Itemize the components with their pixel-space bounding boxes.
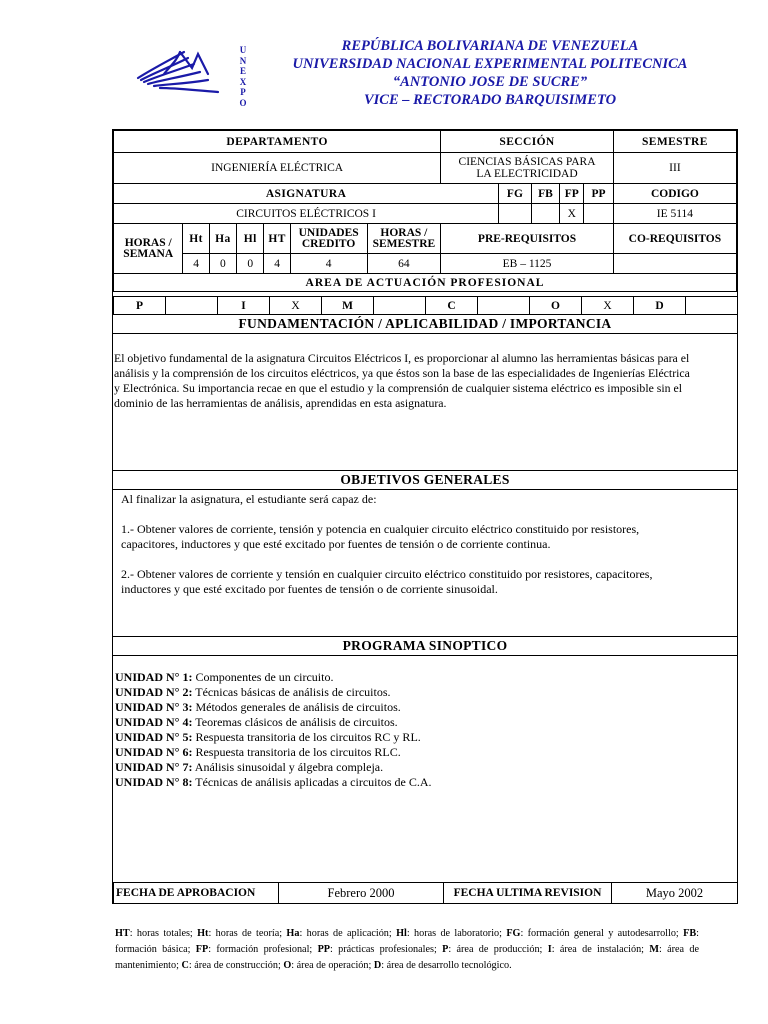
area-cell-i: I [218, 297, 270, 315]
departamento-value: INGENIERÍA ELÉCTRICA [114, 153, 441, 184]
pp-label: PP [584, 184, 614, 204]
corequisitos-label: CO-REQUISITOS [613, 224, 736, 254]
legend-item: Ha: horas de aplicación; [286, 928, 397, 939]
fecha-revision-label: FECHA ULTIMA REVISION [444, 883, 612, 904]
legend-item: FP: formación profesional; [195, 944, 318, 955]
fecha-aprobacion-label: FECHA DE APROBACION [114, 883, 279, 904]
header-line-republic: REPÚBLICA BOLIVARIANA DE VENEZUELA [341, 38, 639, 54]
objetivos-section [113, 470, 737, 597]
fundamentacion-line: y Electrónica. Su importancia recae en que el estudio y la comprensión de cualquier sistema eléctrico es imposible sin el [114, 381, 683, 395]
header-line-vicerectorado: VICE – RECTORADO BARQUISIMETO [363, 92, 617, 108]
acronym-letter: X [239, 76, 247, 87]
legend-item: FG: formación general y autodesarrollo; [506, 928, 684, 939]
area-cell-o-value: X [582, 297, 634, 315]
unidad-item: UNIDAD N° 2: Técnicas básicas de análisis de circuitos. [115, 685, 391, 699]
programa-units-list [115, 670, 432, 790]
fb-label: FB [531, 184, 559, 204]
legend-item: Ht: horas de teoría; [197, 928, 287, 939]
horas-semestre-label: HORAS / SEMESTRE [367, 224, 441, 254]
area-cell-d: D [634, 297, 686, 315]
fundamentacion-section [113, 314, 737, 411]
legend-item: M: área de mantenimiento; [115, 944, 699, 971]
legend-item: PP: prácticas profesionales; [317, 944, 443, 955]
pp-value [584, 204, 614, 224]
corequisitos-value [613, 254, 736, 274]
unidades-credito-value: 4 [290, 254, 367, 274]
ht-value: 4 [183, 254, 209, 274]
course-info-table [113, 130, 737, 292]
unidad-item: UNIDAD N° 3: Métodos generales de análisis de circuitos. [115, 700, 401, 714]
seccion-line: LA ELECTRICIDAD [476, 168, 578, 180]
htot-value: 4 [264, 254, 290, 274]
unidad-item: UNIDAD N° 4: Teoremas clásicos de análisis de circuitos. [115, 715, 398, 729]
area-cell-m-value [374, 297, 426, 315]
asignatura-label: ASIGNATURA [114, 184, 499, 204]
fundamentacion-text [113, 334, 737, 411]
unidad-item: UNIDAD N° 1: Componentes de un circuito. [115, 670, 334, 684]
departamento-label: DEPARTAMENTO [114, 131, 441, 153]
area-actuacion-title: AREA DE ACTUACIÓN PROFESIONAL [114, 274, 737, 292]
area-cell-i-value: X [270, 297, 322, 315]
objetivos-intro: Al finalizar la asignatura, el estudiante será capaz de: [121, 492, 377, 506]
seccion-label: SECCIÓN [441, 131, 614, 153]
legend-item: I: área de instalación; [547, 944, 650, 955]
area-cell-c: C [426, 297, 478, 315]
legend-item: HT: horas totales; [115, 928, 198, 939]
objetivo-2-line: inductores y que esté excitado por fuentes de tensión o de corriente sinusoidal. [121, 582, 498, 596]
ht-label: Ht [183, 224, 209, 254]
hl-value: 0 [237, 254, 264, 274]
header-line-university: UNIVERSIDAD NACIONAL EXPERIMENTAL POLITECNICA [292, 56, 688, 72]
objetivos-text [113, 490, 737, 597]
unidad-item: UNIDAD N° 6: Respuesta transitoria de los circuitos RLC. [115, 745, 401, 759]
area-cell-c-value [478, 297, 530, 315]
institution-header [254, 37, 726, 109]
unidades-credito-label: UNIDADES CREDITO [290, 224, 367, 254]
fecha-aprobacion-value: Febrero 2000 [279, 883, 444, 904]
legend-item: O: área de operación; [283, 960, 374, 971]
unidad-item: UNIDAD N° 8: Técnicas de análisis aplicadas a circuitos de C.A. [115, 775, 432, 789]
objetivo-1-line: 1.- Obtener valores de corriente, tensión y potencia en cualquier circuito eléctrico constituido por resistores, [121, 522, 640, 536]
objetivos-title: OBJETIVOS GENERALES [113, 471, 737, 490]
seccion-value [441, 153, 614, 184]
prerequisitos-value: EB – 1125 [441, 254, 614, 274]
area-cell-p-value [166, 297, 218, 315]
seccion-line: CIENCIAS BÁSICAS PARA [458, 156, 596, 168]
legend-item: Hl: horas de laboratorio; [396, 928, 507, 939]
area-actuacion-table [113, 296, 738, 315]
fp-label: FP [560, 184, 584, 204]
legend-item: P: área de producción; [442, 944, 548, 955]
unidad-item: UNIDAD N° 7: Análisis sinusoidal y álgebra compleja. [115, 760, 384, 774]
area-cell-d-value [686, 297, 738, 315]
course-form [112, 129, 738, 904]
objetivo-2-line: 2.- Obtener valores de corriente y tensión en cualquier circuito eléctrico constituido por resistores, capacitores, [121, 567, 653, 581]
acronym-letter: P [240, 87, 246, 97]
fb-value [531, 204, 559, 224]
programa-section [113, 636, 737, 656]
codigo-label: CODIGO [613, 184, 736, 204]
fundamentacion-line: análisis y la comprensión de los circuitos eléctricos, ya que éstos son la base de las especialidades de Ingenierías Eléctrica [114, 366, 690, 380]
semestre-label: SEMESTRE [613, 131, 736, 153]
legend-item: D: área de desarrollo tecnológico. [373, 960, 512, 971]
horas-semestre-value: 64 [367, 254, 441, 274]
unexpo-vertical-acronym [237, 45, 249, 108]
horas-semana-label: HORAS / SEMANA [114, 224, 183, 274]
abbreviations-legend [115, 926, 699, 974]
legend-item: FB: formación básica; [115, 928, 699, 955]
fundamentacion-line: El objetivo fundamental de la asignatura Circuitos Eléctricos I, es proporcionar al alumno las herramientas básicas para el [114, 351, 690, 365]
objetivo-1-line: capacitores, inductores y que esté excitado por fuentes de tensión o de corriente continua. [121, 537, 551, 551]
fecha-revision-value: Mayo 2002 [612, 883, 738, 904]
asignatura-value: CIRCUITOS ELÉCTRICOS I [114, 204, 499, 224]
fg-value [499, 204, 532, 224]
area-cell-o: O [530, 297, 582, 315]
acronym-letter: U [239, 45, 247, 55]
header-line-name: “ANTONIO JOSE DE SUCRE” [392, 74, 588, 90]
prerequisitos-label: PRE-REQUISITOS [441, 224, 614, 254]
acronym-letter: N [239, 55, 247, 66]
htot-label: HT [264, 224, 290, 254]
fundamentacion-title: FUNDAMENTACIÓN / APLICABILIDAD / IMPORTANCIA [113, 315, 737, 334]
fundamentacion-line: dominio de las herramientas de análisis, aprendidas en esta asignatura. [114, 396, 447, 410]
university-logo [136, 44, 220, 100]
approval-dates-table [113, 882, 738, 904]
hl-label: Hl [237, 224, 264, 254]
acronym-letter: E [239, 66, 246, 76]
legend-item: C: área de construcción; [181, 960, 284, 971]
area-cell-m: M [322, 297, 374, 315]
unidad-item: UNIDAD N° 5: Respuesta transitoria de los circuitos RC y RL. [115, 730, 421, 744]
fg-label: FG [499, 184, 532, 204]
area-cell-p: P [114, 297, 166, 315]
acronym-letter: O [239, 97, 247, 108]
programa-title: PROGRAMA SINOPTICO [113, 637, 737, 656]
semestre-value: III [613, 153, 736, 184]
fp-value: X [560, 204, 584, 224]
ha-label: Ha [209, 224, 236, 254]
ha-value: 0 [209, 254, 236, 274]
codigo-value: IE 5114 [613, 204, 736, 224]
